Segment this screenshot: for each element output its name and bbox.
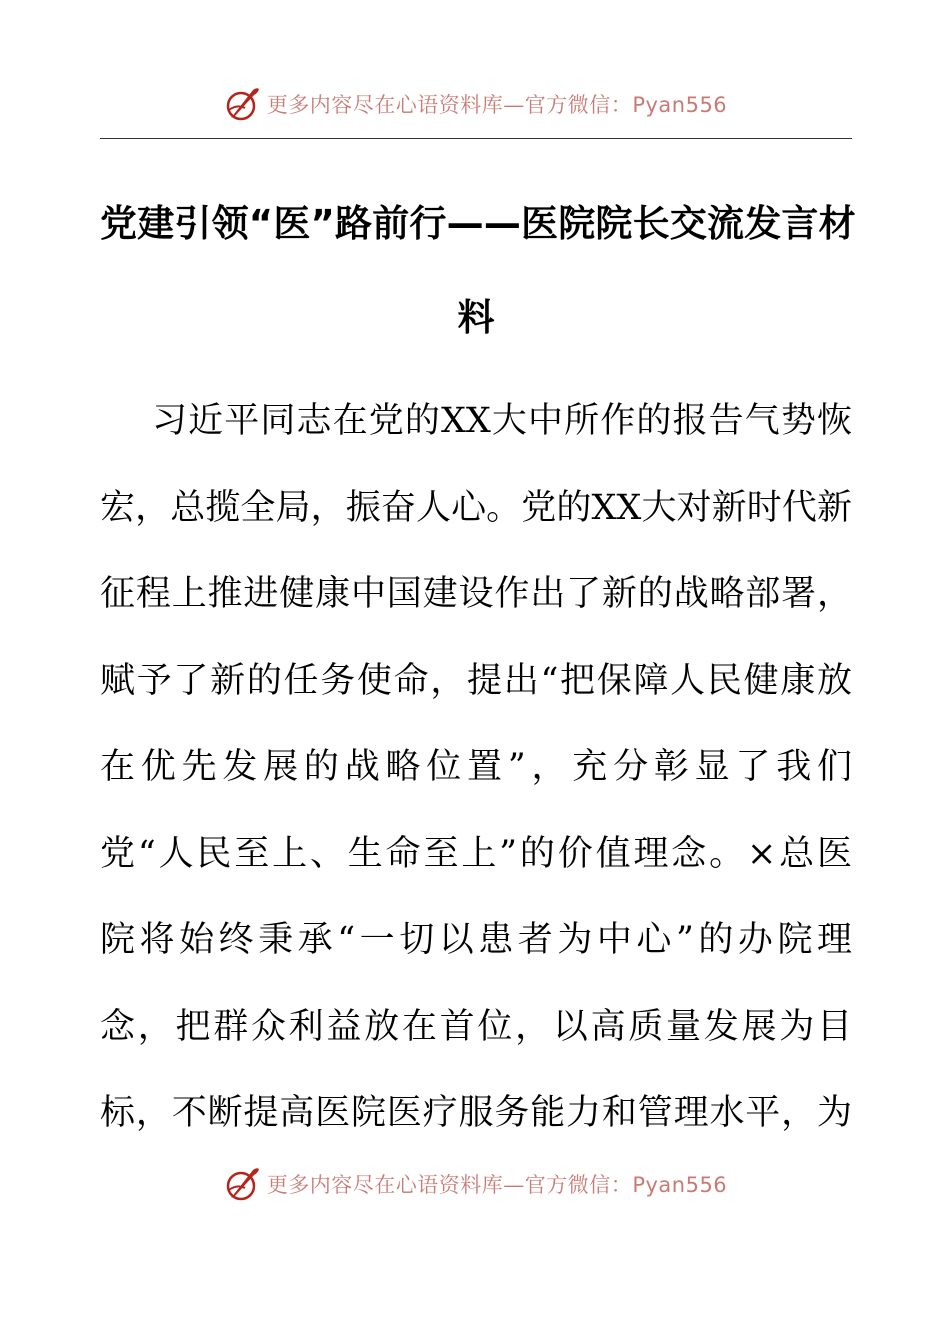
- quill-logo-icon: [223, 84, 263, 124]
- body-line: 在优先发展的战略位置”，充分彰显了我们: [100, 747, 852, 787]
- header-divider: [100, 138, 852, 139]
- document-title: [100, 200, 856, 365]
- footer-banner: [0, 1162, 950, 1206]
- body-line: 念，把群众利益放在首位，以高质量发展为目: [100, 1006, 852, 1047]
- title-line-2: 料: [457, 296, 495, 339]
- body-line: 赋予了新的任务使命，提出“把保障人民健康放: [100, 660, 852, 701]
- header-banner: [0, 82, 950, 126]
- quill-logo-icon: [223, 1164, 263, 1204]
- title-line-1: 党建引领“医”路前行——医院院长交流发言材: [100, 202, 856, 245]
- wechat-id: Pyan556: [632, 93, 728, 117]
- body-line: 宏，总揽全局，振奋人心。党的XX大对新时代新: [100, 487, 852, 528]
- body-line: 党“人民至上、生命至上”的价值理念。×总医: [100, 833, 852, 874]
- wechat-id: Pyan556: [632, 1173, 728, 1197]
- body-line: 征程上推进健康中国建设作出了新的战略部署，: [100, 574, 852, 614]
- body-paragraph: [100, 378, 852, 1157]
- header-banner-text: 更多内容尽在心语资料库—官方微信：Pyan556: [266, 93, 728, 117]
- body-line: 院将始终秉承“一切以患者为中心”的办院理: [100, 920, 852, 960]
- footer-banner-text: 更多内容尽在心语资料库—官方微信：Pyan556: [266, 1173, 728, 1197]
- body-line: 标，不断提高医院医疗服务能力和管理水平，为: [100, 1093, 852, 1133]
- body-line: 习近平同志在党的XX大中所作的报告气势恢: [152, 401, 852, 441]
